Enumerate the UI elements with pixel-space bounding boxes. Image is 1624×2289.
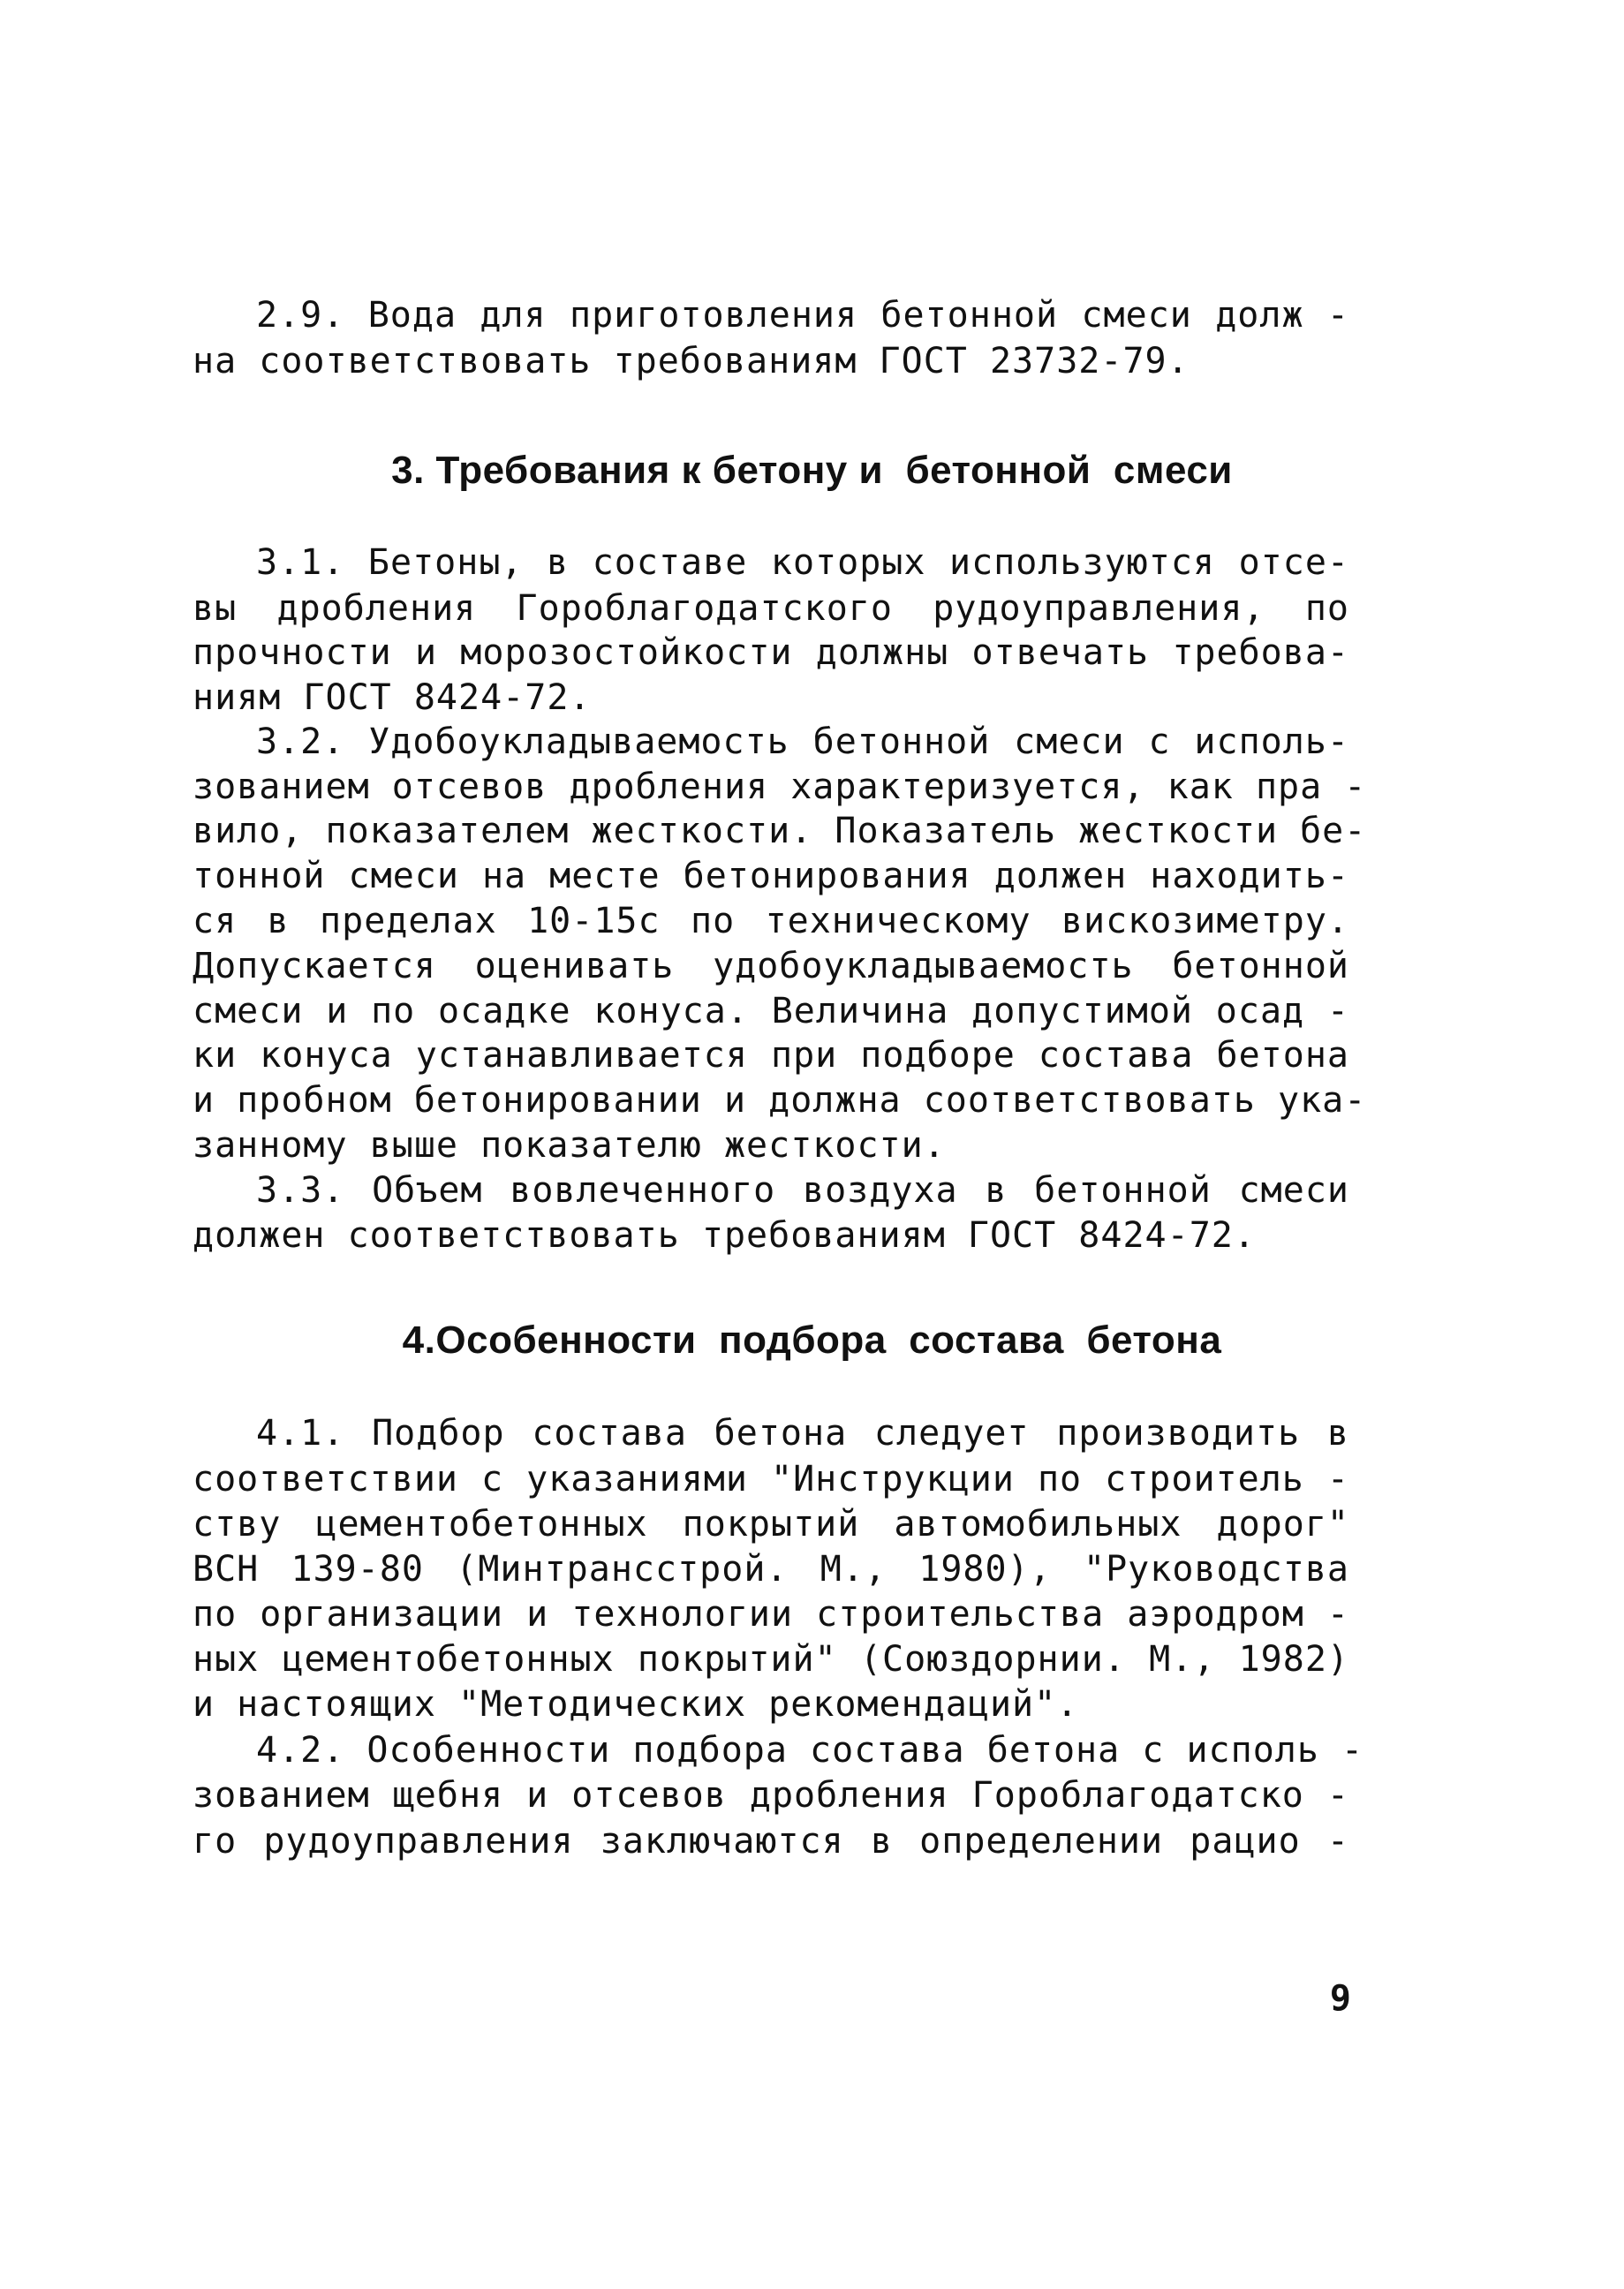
paragraph-3-2-line-3: вило, показателем жесткости. Показатель жесткости бе- [193,811,1367,851]
paragraph-3-1-line-1: 3.1. Бетоны, в составе которых используются отсе- [256,542,1349,583]
paragraph-4-2-line-2: зованием щебня и отсевов дробления Гороблагодатско - [193,1775,1349,1816]
section-heading-4: 4.Особенности подбора состава бетона [402,1318,1222,1362]
paragraph-4-2-line-3: го рудоуправления заключаются в определении рацио - [193,1821,1349,1862]
paragraph-3-3-line-2: должен соответствовать требованиям ГОСТ 8424-72. [193,1215,1256,1256]
paragraph-4-1-line-4: ВСН 139-80 (Минтрансстрой. М., 1980), "Руководства [193,1549,1349,1590]
paragraph-3-1-line-3: прочности и морозостойкости должны отвечать требова- [193,632,1349,673]
paragraph-3-2-line-7: смеси и по осадке конуса. Величина допустимой осад - [193,991,1349,1031]
paragraph-4-1-line-7: и настоящих "Методических рекомендаций". [193,1684,1079,1725]
paragraph-3-2-line-9: и пробном бетонировании и должна соответствовать ука- [193,1080,1367,1121]
paragraph-3-1-line-2: вы дробления Гороблагодатского рудоуправления, по [193,588,1349,629]
paragraph-3-1-line-4: ниям ГОСТ 8424-72. [193,677,592,718]
paragraph-2-9-line-2: на соответствовать требованиям ГОСТ 23732-79. [193,341,1190,382]
paragraph-3-2-line-2: зованием отсевов дробления характеризуется, как пра - [193,767,1367,807]
paragraph-4-1-line-1: 4.1. Подбор состава бетона следует производить в [256,1413,1349,1454]
paragraph-3-2-line-6: Допускается оценивать удобоукладываемость бетонной [193,946,1349,986]
paragraph-4-1-line-5: по организации и технологии строительства аэродром - [193,1594,1349,1635]
paragraph-3-2-line-1: 3.2. Удобоукладываемость бетонной смеси с исполь- [256,721,1349,762]
paragraph-2-9-line-1: 2.9. Вода для приготовления бетонной смеси долж - [256,295,1349,336]
paragraph-3-2-line-10: занному выше показателю жесткости. [193,1125,946,1166]
paragraph-4-1-line-3: ству цементобетонных покрытий автомобильных дорог" [193,1504,1349,1545]
section-heading-3: 3. Требования к бетону и бетонной смеси [391,449,1233,492]
paragraph-3-2-line-8: ки конуса устанавливается при подборе состава бетона [193,1035,1349,1076]
paragraph-3-2-line-5: ся в пределах 10-15с по техническому вискозиметру. [193,901,1349,941]
paragraph-3-2-line-4: тонной смеси на месте бетонирования должен находить- [193,856,1349,896]
paragraph-4-2-line-1: 4.2. Особенности подбора состава бетона с исполь - [256,1730,1364,1771]
paragraph-4-1-line-2: соответствии с указаниями "Инструкции по строитель - [193,1459,1349,1500]
paragraph-4-1-line-6: ных цементобетонных покрытий" (Союздорнии. М., 1982) [193,1639,1349,1680]
page-number: 9 [1329,1978,1351,2019]
paragraph-3-3-line-1: 3.3. Объем вовлеченного воздуха в бетонной смеси [256,1170,1349,1211]
